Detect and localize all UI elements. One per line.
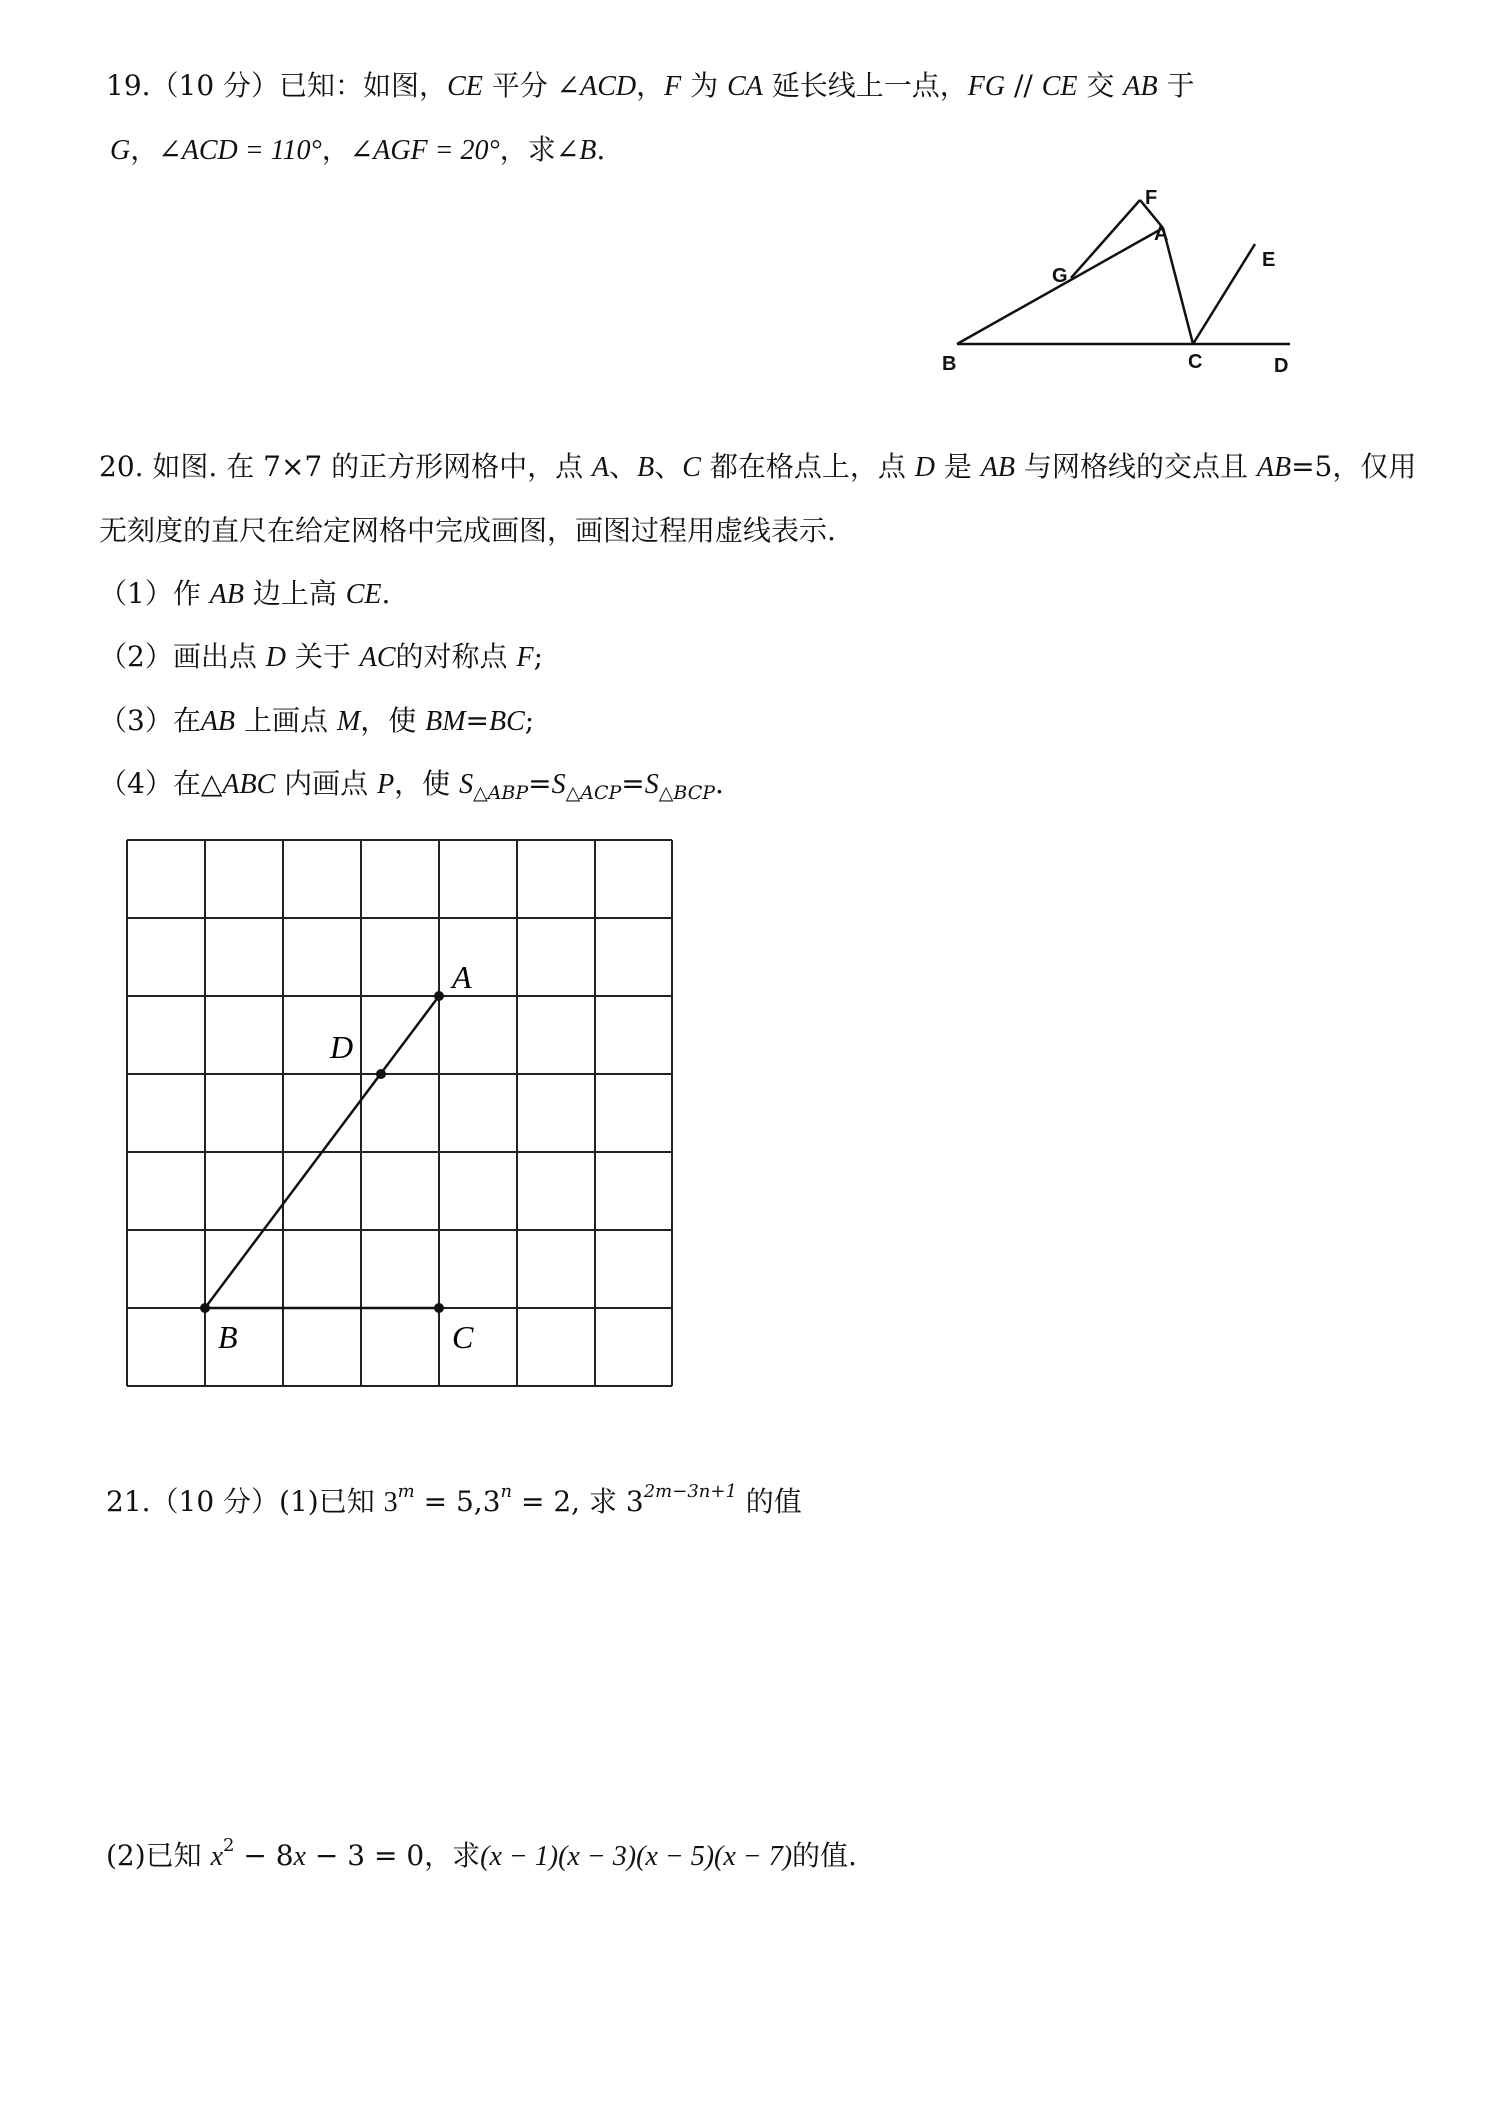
q20-part-3: （3）在AB 上画点 M，使 BM=BC; — [99, 704, 535, 737]
label-e: E — [1262, 249, 1276, 271]
point-d — [376, 1069, 386, 1079]
grid-label-b: B — [218, 1319, 238, 1355]
point-b — [200, 1303, 210, 1313]
point-c — [434, 1303, 444, 1313]
grid-label-c: C — [452, 1319, 474, 1355]
label-a: A — [1154, 223, 1169, 245]
label-g: G — [1052, 265, 1068, 287]
q19-line-2: G，∠ACD = 110°，∠AGF = 20°，求∠B. — [110, 133, 606, 166]
q20-part-1: （1）作 AB 边上高 CE. — [99, 577, 391, 610]
label-b: B — [942, 353, 957, 375]
q20-line-2: 无刻度的直尺在给定网格中完成画图，画图过程用虚线表示. — [99, 514, 836, 547]
q20-part-4: （4）在△ABC 内画点 P，使 $S_{\triangle ABP}=S_{\triangle ACP}=S_{\triangle BCP}$. — [99, 767, 724, 804]
q20-line-1: 20. 如图. 在 7×7 的正方形网格中，点 A、B、C 都在格点上，点 D 是 AB 与网格线的交点且 AB=5，仅用 — [99, 450, 1417, 483]
label-d: D — [1274, 355, 1289, 377]
q21-part-2: (2)已知 $x^2 - 8x - 3 = 0$，求(x − 1)(x − 3)(x − 5)(x − 7)的值. — [106, 1835, 857, 1872]
q21-part-1: 21.（10 分）(1)已知 $3^m = 5,3^n = 2$, 求 $3^{2m-3n+1}$ 的值 — [106, 1481, 802, 1518]
label-c: C — [1188, 351, 1203, 373]
grid-label-d: D — [330, 1029, 354, 1065]
label-f: F — [1145, 187, 1158, 209]
q20-part-2: （2）画出点 D 关于 AC的对称点 F; — [99, 640, 543, 673]
grid-label-a: A — [452, 959, 472, 995]
q19-line-1: 19.（10 分）已知：如图，CE 平分 ∠ACD，F 为 CA 延长线上一点，FG // CE 交 AB 于 — [106, 69, 1195, 102]
point-a — [434, 991, 444, 1001]
